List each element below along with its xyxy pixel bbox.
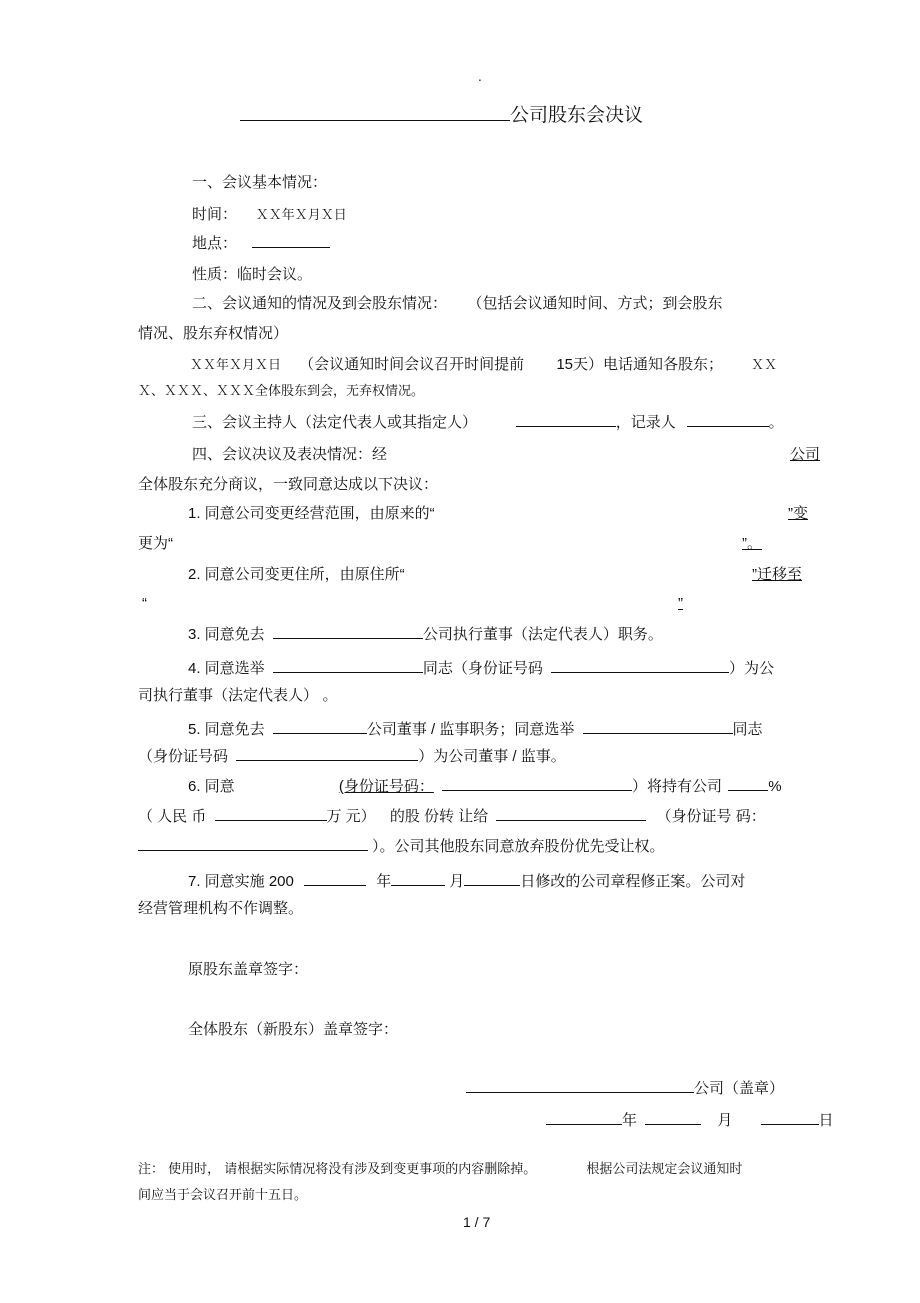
time-line: 时间： ＸＸ年Ｘ月Ｘ日: [192, 205, 347, 223]
r6-amount-blank: [215, 806, 327, 821]
r3-blank: [273, 624, 423, 639]
r5-id-blank: [236, 746, 418, 761]
r6-percent-blank: [728, 776, 768, 791]
r6-transferee-blank: [496, 806, 646, 821]
notice-line: ＸＸ年Ｘ月Ｘ日 （会议通知时间会议召开时间提前 15天）电话通知各股东； ＸＸ: [190, 355, 778, 373]
date-year-blank: [546, 1110, 622, 1125]
seal-company-blank: [466, 1078, 694, 1093]
resolution-1-end: ”变: [788, 505, 808, 522]
date-line: 年 月 日: [546, 1110, 834, 1131]
resolution-4-cont: 司执行董事（法定代表人） 。: [138, 687, 338, 704]
resolution-7-cont: 经营管理机构不作调整。: [138, 900, 304, 917]
r7-day-blank: [464, 871, 520, 886]
section-2-cont: 情况、股东弃权情况）: [138, 324, 289, 342]
section-1-heading: 一、会议基本情况：: [192, 173, 328, 191]
company-name-blank: [240, 106, 510, 121]
section-4-company: 公司: [790, 445, 821, 463]
resolution-6-cont: （ 人民 币 万 元） 的股 份转 让给 （身份证号 码：: [138, 808, 766, 825]
r7-month-blank: [391, 871, 445, 886]
r6-transferee-id-blank: [138, 836, 368, 851]
place-line: 地点：: [192, 233, 330, 253]
resolution-3: 3. 同意免去 公司执行董事（法定代表人）职务。: [188, 626, 663, 643]
resolution-5-cont: （身份证号码 ）为公司董事 / 监事。: [138, 748, 566, 765]
all-shareholders-signature: 全体股东（新股东）盖章签字：: [188, 1021, 399, 1038]
section-3-heading: 三、会议主持人（法定代表人或其指定人） ，记录人 。: [192, 413, 784, 431]
resolution-2-cont-end: ”: [678, 595, 683, 612]
resolution-6-cont-2: ）。公司其他股东同意放弃股份优先受让权。: [138, 836, 665, 857]
r6-id-blank: [442, 776, 632, 791]
header-dot: .: [478, 70, 482, 84]
r5-remove-blank: [273, 719, 367, 734]
resolution-1-cont-end: ”。: [742, 535, 762, 552]
resolution-5: 5. 同意免去 公司董事 / 监事职务；同意选举 同志: [188, 721, 763, 738]
note-line: 注： 使用时， 请根据实际情况将没有涉及到变更事项的内容删除掉。 根据公司法规定会议通知时: [138, 1162, 743, 1177]
place-blank: [252, 233, 330, 248]
note-line-cont: 间应当于会议召开前十五日。: [138, 1188, 308, 1203]
recorder-blank: [687, 412, 769, 427]
nature-line: 性质：临时会议。: [192, 265, 313, 283]
resolution-4: 4. 同意选举 同志（身份证号码 ）为公: [188, 660, 775, 677]
r4-id-blank: [551, 658, 729, 673]
page-number: 1 / 7: [463, 1214, 491, 1230]
resolution-2-cont: “: [142, 595, 147, 612]
host-blank: [516, 412, 616, 427]
notice-line-cont: Ｘ、ＸＸＸ、ＸＸＸ全体股东到会，无弃权情况。: [138, 384, 425, 399]
original-shareholders-signature: 原股东盖章签字：: [188, 961, 309, 978]
resolution-6: 6. 同意 (身份证号码： ）将持有公司 %: [188, 778, 782, 795]
r7-year-blank: [304, 871, 366, 886]
section-4-cont: 全体股东充分商议，一致同意达成以下决议：: [138, 475, 439, 493]
date-month-blank: [645, 1110, 701, 1125]
r4-name-blank: [273, 658, 423, 673]
section-4-heading: 四、会议决议及表决情况：经: [192, 445, 388, 463]
page-title: 公司股东会决议: [240, 102, 643, 128]
resolution-2: 2. 同意公司变更住所，由原住所“: [188, 566, 405, 583]
resolution-1-cont: 更为“: [138, 535, 173, 552]
r5-elect-blank: [583, 719, 733, 734]
resolution-7: 7. 同意实施 200 年 月 日修改的公司章程修正案。公司对: [188, 873, 746, 890]
section-2-heading: 二、会议通知的情况及到会股东情况： （包括会议通知时间、方式；到会股东: [192, 294, 723, 312]
company-seal-line: 公司（盖章）: [466, 1078, 784, 1099]
date-day-blank: [761, 1110, 819, 1125]
resolution-2-end: ”迁移至: [752, 566, 802, 583]
resolution-1: 1. 同意公司变更经营范围，由原来的“: [188, 505, 435, 522]
